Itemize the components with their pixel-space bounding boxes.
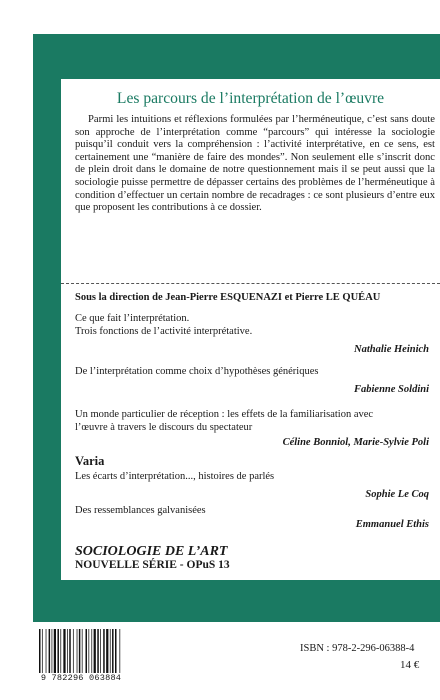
article-title-line: Trois fonctions de l’activité interprétative.	[75, 326, 253, 337]
article-title-line: Un monde particulier de réception : les effets de la familiarisation avec	[75, 409, 374, 420]
varia-heading: Varia	[75, 454, 105, 468]
article-author: Nathalie Heinich	[354, 344, 429, 355]
article-author: Céline Bonniol, Marie-Sylvie Poli	[282, 437, 429, 448]
intro-paragraph: Parmi les intuitions et réflexions formulées par l’herméneutique, c’est sans doute son approche de l’interprétation comme “parcours” qui intéresse la sociologie puisqu’il conduit vers la compréhension : l’activité interprétative, en ce sens, est certainement une “manière de faire des mondes”. Non seulement elle s’inscrit donc de plein droit dans le domaine de notre questionnement mais il se peut aussi que la sociologie puisse permettre de dépasser certains des problèmes de l’herméneutique à condition d’effectuer un certain nombre de recadrages : ce sont plusieurs d’entre eux que proposent les contributions à ce dossier.	[75, 114, 435, 214]
isbn-number: ISBN : 978-2-296-06388-4	[300, 643, 415, 654]
barcode-digits: 9 782296 063884	[40, 673, 122, 683]
article-title-line: Ce que fait l’interprétation.	[75, 313, 190, 324]
article-author: Sophie Le Coq	[365, 489, 429, 500]
barcode-graphic	[38, 629, 124, 673]
back-cover-panel	[61, 79, 440, 580]
series-name: SOCIOLOGIE DE L’ART	[75, 544, 228, 559]
series-number: NOUVELLE SÉRIE - OPuS 13	[75, 559, 230, 571]
price: 14 €	[400, 659, 420, 671]
article-title-line: De l’interprétation comme choix d’hypothèses génériques	[75, 366, 319, 377]
article-title-line: Des ressemblances galvanisées	[75, 505, 206, 516]
article-author: Fabienne Soldini	[354, 384, 429, 395]
article-author: Emmanuel Ethis	[355, 519, 429, 530]
article-title-line: l’œuvre à travers le discours du spectateur	[75, 422, 253, 433]
editors-line: Sous la direction de Jean-Pierre ESQUENAZI et Pierre LE QUÉAU	[75, 292, 381, 303]
issue-title: Les parcours de l’interprétation de l’œuvre	[116, 90, 385, 107]
article-title-line: Les écarts d’interprétation..., histoires de parlés	[75, 471, 275, 482]
dashed-divider	[61, 283, 440, 284]
